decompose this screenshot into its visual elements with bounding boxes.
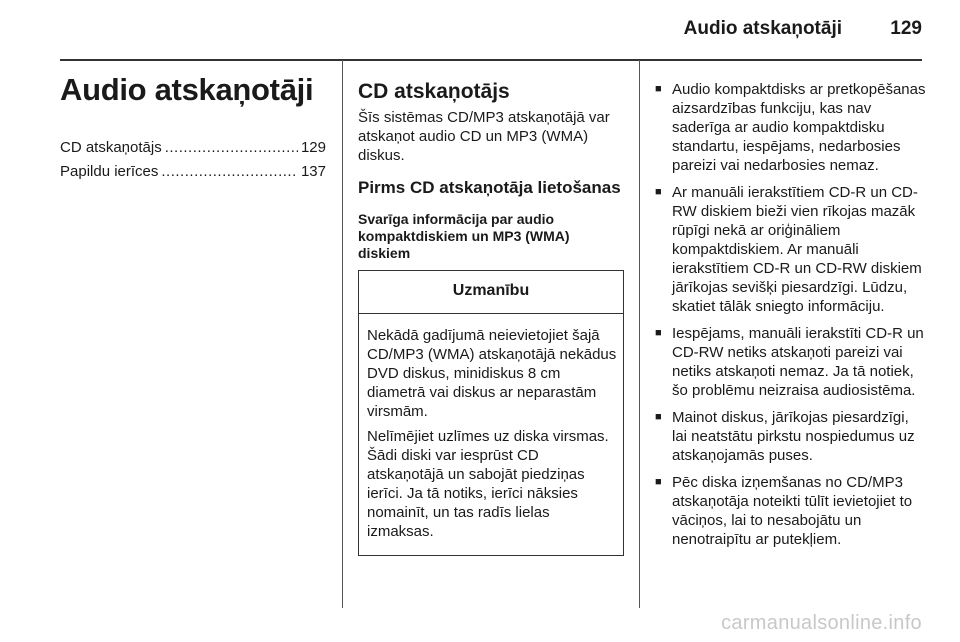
- watermark: carmanualsonline.info: [721, 612, 922, 634]
- chapter-column: [60, 72, 326, 184]
- square-bullet-icon: ■: [655, 476, 662, 488]
- bullet-column: [655, 80, 927, 557]
- running-header-title: Audio atskaņotāji: [683, 18, 842, 39]
- caution-notice-box: [358, 270, 624, 556]
- square-bullet-icon: ■: [655, 327, 662, 339]
- toc-entry-page: 137: [300, 163, 326, 180]
- page-number: 129: [890, 18, 922, 39]
- toc-leader-dots: [165, 136, 298, 160]
- bullet-text: Mainot diskus, jārīkojas piesardzīgi, lai neatstātu pirkstu nospiedumus uz atskaņojamās puses.: [672, 409, 915, 464]
- square-bullet-icon: ■: [655, 83, 662, 95]
- toc-entry[interactable]: [60, 160, 326, 184]
- chapter-title: Audio atskaņotāji: [60, 72, 314, 107]
- bullet-item: [655, 408, 927, 465]
- header-rule: [60, 59, 922, 61]
- page-header: [0, 0, 960, 52]
- bullet-text: Pēc diska izņemšanas no CD/MP3 atskaņotāja noteikti tūlīt ievietojiet to vāciņos, lai to nesabojātu un nenotraipītu ar putekļiem.: [672, 474, 913, 548]
- section-title: CD atskaņotājs: [358, 80, 510, 103]
- column-divider-right: [639, 60, 640, 608]
- bullet-item: [655, 324, 927, 400]
- bullet-item: [655, 183, 927, 316]
- caution-notice-heading: Uzmanību: [359, 271, 623, 314]
- column-divider-left: [342, 60, 343, 608]
- square-bullet-icon: ■: [655, 411, 662, 423]
- section-intro: Šīs sistēmas CD/MP3 atskaņotājā var atskaņot audio CD un MP3 (WMA) diskus.: [358, 109, 610, 164]
- toc-entry-label: CD atskaņotājs: [60, 139, 162, 156]
- toc-entry-label: Papildu ierīces: [60, 163, 159, 180]
- subsubsection-title: Svarīga informācija par audio kompaktdiskiem un MP3 (WMA) diskiem: [358, 211, 570, 261]
- toc-entry-page: 129: [300, 139, 326, 156]
- toc-leader-dots: [161, 160, 298, 184]
- table-of-contents: [60, 136, 326, 184]
- bullet-text: Ar manuāli ierakstītiem CD-R un CD-RW diskiem bieži vien rīkojas mazāk rūpīgi nekā ar oriģināliem kompaktdiskiem. Ar manuāli ierakstītiem CD-R un CD-RW diskiem jārīkojas sevišķi piesardzīgi. Lūdzu, skatiet tālāk sniegto informāciju.: [672, 184, 922, 315]
- bullet-text: Audio kompaktdisks ar pretkopēšanas aizsardzības funkciju, kas nav saderīga ar audio kompaktdisku standartu, iespējams, nedarbosies pareizi vai nedarbosies nemaz.: [672, 81, 926, 174]
- toc-entry[interactable]: [60, 136, 326, 160]
- bullet-item: [655, 80, 927, 175]
- caution-notice-paragraph: Nelīmējiet uzlīmes uz diska virsmas. Šādi diski var iesprūst CD atskaņotājā un sabojāt piedziņas ierīci. Ja tā notiks, ierīci nāksies nomainīt, un tas radīs lielas izmaksas.: [367, 428, 609, 540]
- section-column: [358, 80, 624, 556]
- bullet-item: [655, 473, 927, 549]
- subsection-title: Pirms CD atskaņotāja lietošanas: [358, 178, 621, 197]
- caution-notice-body: [359, 314, 623, 555]
- square-bullet-icon: ■: [655, 186, 662, 198]
- bullet-text: Iespējams, manuāli ierakstīti CD-R un CD-RW netiks atskaņoti pareizi vai netiks atskaņoti nemaz. Ja tā notiek, šo problēmu neizraisa audiosistēma.: [672, 325, 924, 399]
- caution-notice-paragraph: Nekādā gadījumā neievietojiet šajā CD/MP3 (WMA) atskaņotājā nekādus DVD diskus, minidiskus 8 cm diametrā vai diskus ar neparastām virsmām.: [367, 327, 617, 420]
